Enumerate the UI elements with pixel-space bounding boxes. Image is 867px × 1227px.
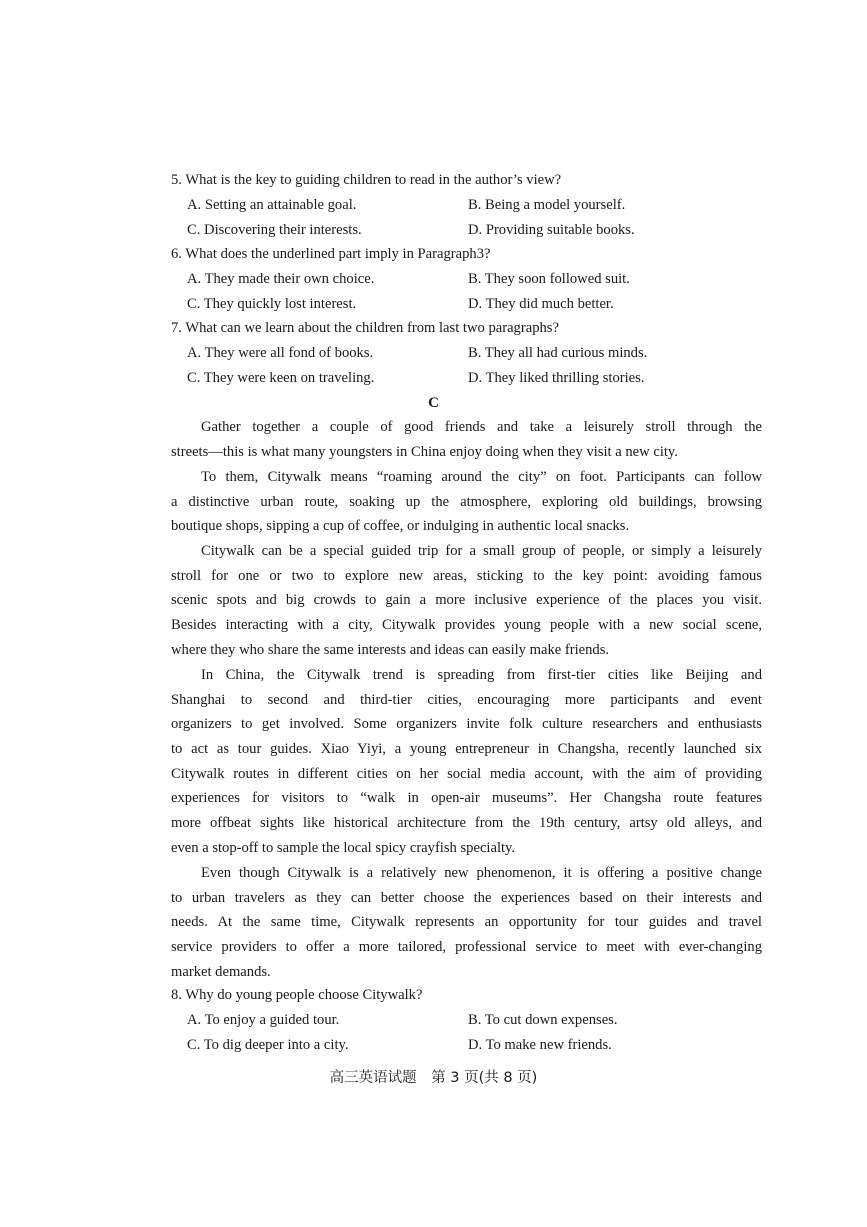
passage-line: Besides interacting with a city, Citywalk provides young people with a new social scene, [171, 617, 762, 634]
section-heading: C [428, 395, 439, 411]
question-8-option-a: A. To enjoy a guided tour. [187, 1012, 340, 1028]
passage-line: Citywalk routes in different cities on her social media account, with the aim of providing [171, 765, 762, 782]
passage-paragraph-3 [171, 539, 762, 662]
question-5-option-a: A. Setting an attainable goal. [187, 197, 357, 213]
passage-line: experiences for visitors to “walk in open-air museums”. Her Changsha route features [171, 790, 762, 807]
question-5-option-b: B. Being a model yourself. [468, 197, 626, 213]
question-7-option-a: A. They were all fond of books. [187, 345, 374, 361]
passage-line: Gather together a couple of good friends and take a leisurely stroll through the [201, 419, 762, 435]
question-7-option-b: B. They all had curious minds. [468, 345, 648, 361]
passage-line: To them, Citywalk means “roaming around the city” on foot. Participants can follow [201, 469, 762, 485]
passage-paragraph-4 [171, 663, 762, 861]
passage-line: boutique shops, sipping a cup of coffee, or indulging in authentic local snacks. [171, 518, 630, 535]
passage-line: needs. At the same time, Citywalk represents an opportunity for tour guides and travel [171, 914, 762, 931]
passage-line: market demands. [171, 963, 271, 980]
passage-line: a distinctive urban route, soaking up the atmosphere, exploring old buildings, browsing [171, 493, 762, 510]
question-5-option-d: D. Providing suitable books. [468, 222, 635, 238]
question-7-option-c: C. They were keen on traveling. [187, 370, 375, 386]
passage-line: service providers to offer a more tailored, professional service to meet with ever-changing [171, 939, 762, 956]
question-8-option-d: D. To make new friends. [468, 1037, 612, 1053]
passage-line: Citywalk can be a special guided trip for a small group of people, or simply a leisurely [201, 543, 762, 559]
question-8-option-c: C. To dig deeper into a city. [187, 1037, 349, 1053]
question-8-stem: 8. Why do young people choose Citywalk? [171, 987, 423, 1003]
passage-line: stroll for one or two to explore new areas, sticking to the key point: avoiding famous [171, 567, 762, 584]
passage-line: Even though Citywalk is a relatively new phenomenon, it is offering a positive change [201, 865, 762, 881]
question-6-option-a: A. They made their own choice. [187, 271, 375, 287]
passage-line: organizers to get involved. Some organizers invite folk culture researchers and enthusiasts [171, 716, 762, 733]
question-8-option-b: B. To cut down expenses. [468, 1012, 618, 1028]
question-6-option-c: C. They quickly lost interest. [187, 296, 357, 312]
passage-line: even a stop-off to sample the local spicy crayfish specialty. [171, 839, 516, 856]
question-7-option-d: D. They liked thrilling stories. [468, 370, 645, 386]
passage-line: In China, the Citywalk trend is spreading from first-tier cities like Beijing and [201, 667, 762, 683]
passage-paragraph-1 [171, 415, 762, 464]
question-6-option-b: B. They soon followed suit. [468, 271, 630, 287]
passage-line: to act as tour guides. Xiao Yiyi, a young entrepreneur in Changsha, recently launched six [171, 741, 762, 758]
passage-paragraph-2 [171, 465, 762, 539]
question-7-stem: 7. What can we learn about the children from last two paragraphs? [171, 320, 559, 336]
passage-line: streets—this is what many youngsters in China enjoy doing when they visit a new city. [171, 443, 678, 460]
passage-paragraph-5 [171, 861, 762, 984]
question-6-option-d: D. They did much better. [468, 296, 614, 312]
passage-line: more offbeat sights like historical architecture from the 19th century, artsy old alleys, and [171, 815, 762, 832]
page-footer: 高三英语试题 第 3 页(共 8 页) [329, 1070, 538, 1086]
passage-line: scenic spots and big crowds to gain a more inclusive experience of the places you visit. [171, 592, 762, 609]
passage-line: where they who share the same interests and ideas can easily make friends. [171, 641, 610, 658]
question-6-stem: 6. What does the underlined part imply in Paragraph3? [171, 246, 491, 262]
passage-line: Shanghai to second and third-tier cities, encouraging more participants and event [171, 691, 762, 708]
passage-line: to urban travelers as they can better choose the experiences based on their interests and [171, 889, 762, 906]
question-5-stem: 5. What is the key to guiding children to read in the author’s view? [171, 172, 562, 188]
question-5-option-c: C. Discovering their interests. [187, 222, 362, 238]
